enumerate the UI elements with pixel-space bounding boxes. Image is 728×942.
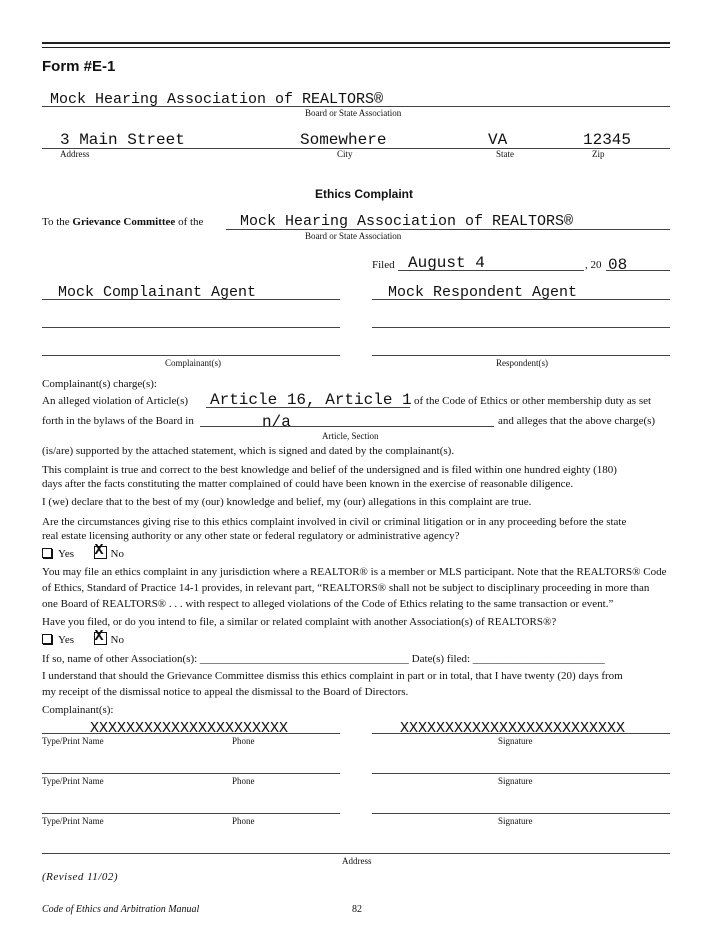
respondent-line-3 <box>372 355 670 356</box>
zip-value: 12345 <box>583 131 632 149</box>
litigation-no-mark: X <box>94 542 104 559</box>
address-caption: Address <box>60 149 90 159</box>
statement-p7a: I understand that should the Grievance Committee dismiss this ethics complaint in part or in total, that I have twenty (20) days from <box>42 670 623 682</box>
street-value: 3 Main Street <box>60 131 185 149</box>
signature-caption-3: Signature <box>498 816 533 826</box>
complainant-line-1 <box>42 299 340 300</box>
statement-p7b: my receipt of the dismissal notice to appeal the dismissal to the Board of Directors. <box>42 686 409 698</box>
type-caption-2: Type/Print Name <box>42 776 104 786</box>
board-name-line <box>42 106 670 107</box>
signatures-heading: Complainant(s): <box>42 704 114 716</box>
statement-p4a: You may file an ethics complaint in any jurisdiction where a REALTOR® is a member or MLS participant. Note that the REALTORS® Code <box>42 566 667 578</box>
zip-caption: Zip <box>592 149 605 159</box>
form-title: Form #E-1 <box>42 58 116 75</box>
state-caption: State <box>496 149 514 159</box>
type-caption-1: Type/Print Name <box>42 736 104 746</box>
other-assoc-no-checkbox[interactable] <box>94 628 107 645</box>
charges-line2-pre: forth in the bylaws of the Board in <box>42 415 194 427</box>
charges-line1-pre: An alleged violation of Article(s) <box>42 395 189 407</box>
articles-line <box>206 407 410 408</box>
respondent-caption: Respondent(s) <box>496 358 548 368</box>
litigation-yes-label: Yes <box>58 548 75 560</box>
committee-board-caption: Board or State Association <box>305 231 402 241</box>
filed-date-line <box>398 270 584 271</box>
address-line <box>42 148 670 149</box>
signature-line-2 <box>372 773 670 774</box>
section-line <box>200 426 494 427</box>
statement-p1b: days after the facts constituting the matter complained of could have been known in the exercise of reasonable diligence. <box>42 478 574 490</box>
top-rule-thick <box>42 42 670 44</box>
statement-p3a: Are the circumstances giving rise to this ethics complaint involved in civil or criminal litigation or in any proceeding before the state <box>42 516 627 528</box>
section-caption: Article, Section <box>322 431 379 441</box>
to-prefix: To the <box>42 216 70 228</box>
statement-p1a: This complaint is true and correct to the best knowledge and belief of the undersigned and is filed within one hundred eighty (180) <box>42 464 617 476</box>
complainant-line-3 <box>42 355 340 356</box>
statement-p3b: real estate licensing authority or any other state or federal regulatory or administrative agency? <box>42 530 460 542</box>
complainant-value: Mock Complainant Agent <box>58 284 257 301</box>
committee-board-line <box>226 229 670 230</box>
name-line-2 <box>42 773 340 774</box>
committee-board-value: Mock Hearing Association of REALTORS® <box>240 213 574 230</box>
city-caption: City <box>337 149 353 159</box>
state-value: VA <box>488 131 508 149</box>
charges-line2-post: and alleges that the above charge(s) <box>498 415 656 427</box>
charges-line1-post: of the Code of Ethics or other membership duty as set <box>414 395 652 407</box>
other-assoc-no-mark: X <box>94 628 104 645</box>
name-line-1 <box>42 733 340 734</box>
city-value: Somewhere <box>300 131 387 149</box>
filed-date-value: August 4 <box>408 254 485 272</box>
phone-caption-3: Phone <box>232 816 255 826</box>
of-the: of the <box>178 216 204 228</box>
complainant-caption: Complainant(s) <box>165 358 221 368</box>
section-value: n/a <box>262 413 291 431</box>
litigation-no-label: No <box>110 548 124 560</box>
page-title: Ethics Complaint <box>314 187 413 201</box>
respondent-line-1 <box>372 299 670 300</box>
name1-value: XXXXXXXXXXXXXXXXXXXXXX <box>90 720 289 737</box>
other-association-question <box>42 628 124 648</box>
signature-line-1 <box>372 733 670 734</box>
filed-year-prefix: , 20 <box>585 259 602 271</box>
articles-value: Article 16, Article 1 <box>210 391 412 409</box>
board-caption: Board or State Association <box>305 108 402 118</box>
filed-year-line <box>606 270 670 271</box>
statement-p4c: one Board of REALTORS® . . . with respect to alleged violations of the Code of Ethics relating to the same transaction or event.” <box>42 598 614 610</box>
page-number: 82 <box>352 904 362 915</box>
respondent-value: Mock Respondent Agent <box>388 284 578 301</box>
name-line-3 <box>42 813 340 814</box>
other-assoc-yes-label: Yes <box>58 634 75 646</box>
phone-caption-2: Phone <box>232 776 255 786</box>
litigation-no-checkbox[interactable] <box>94 542 107 559</box>
phone-caption-1: Phone <box>232 736 255 746</box>
statement-p5: Have you filed, or do you intend to file, a similar or related complaint with another Association(s) of REALTORS®? <box>42 616 557 628</box>
committee-name: Grievance Committee <box>72 216 176 228</box>
charges-intro: Complainant(s) charge(s): <box>42 378 157 390</box>
respondent-line-2 <box>372 327 670 328</box>
signature-caption-1: Signature <box>498 736 533 746</box>
statement-p2: I (we) declare that to the best of my (our) knowledge and belief, my (our) allegations in this complaint are true. <box>42 496 532 508</box>
filed-year-value: 08 <box>608 256 628 274</box>
revised-note: (Revised 11/02) <box>42 871 119 883</box>
statement-p4b: of Ethics, Standard of Practice 14-1 provides, in relevant part, “REALTORS® shall not be subject to disciplinary proceeding in more than <box>42 582 650 594</box>
type-caption-3: Type/Print Name <box>42 816 104 826</box>
manual-title: Code of Ethics and Arbitration Manual <box>42 904 200 915</box>
other-assoc-no-label: No <box>110 634 124 646</box>
board-name-value: Mock Hearing Association of REALTORS® <box>50 91 384 108</box>
signature1-value: XXXXXXXXXXXXXXXXXXXXXXXXX <box>400 720 626 737</box>
top-rule-thin <box>42 47 670 48</box>
other-assoc-yes-checkbox[interactable] <box>42 634 52 644</box>
litigation-yes-checkbox[interactable] <box>42 548 52 558</box>
complainant-address-caption: Address <box>342 856 372 866</box>
charges-line3: (is/are) supported by the attached statement, which is signed and dated by the complainant(s). <box>42 445 455 457</box>
statement-p6: If so, name of other Association(s): ______________________________________ Date(s) filed: ________________________ <box>42 653 605 665</box>
signature-line-3 <box>372 813 670 814</box>
to-committee-text <box>42 214 203 230</box>
filed-label: Filed <box>372 259 395 271</box>
complainant-address-line <box>42 853 670 854</box>
litigation-question <box>42 542 124 562</box>
signature-caption-2: Signature <box>498 776 533 786</box>
complainant-line-2 <box>42 327 340 328</box>
